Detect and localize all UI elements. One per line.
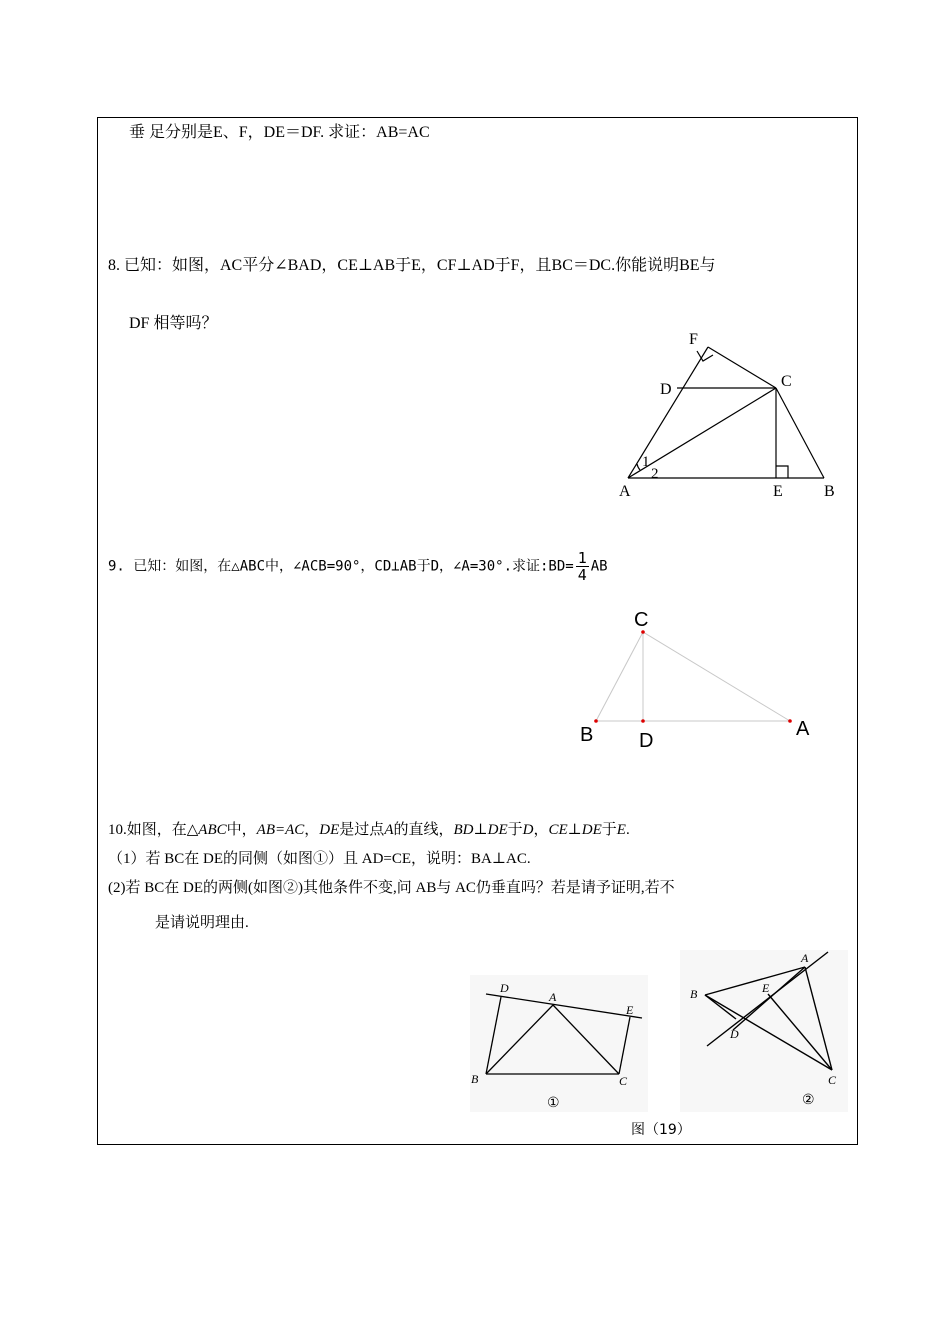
fraction-denominator: 4 (577, 566, 587, 584)
f2-label-B: B (690, 987, 698, 1001)
problem-8-line2: DF 相等吗？ (129, 315, 218, 332)
fraction-numerator: 1 (577, 549, 587, 567)
p9-label-D: D (639, 730, 654, 752)
p8-label-C: C (781, 373, 792, 390)
problem-10-line4: 是请说明理由. (155, 915, 249, 931)
p9-label-A: A (796, 718, 810, 740)
problem-9-prefix: 9. 已知：如图，在△ABC中，∠ACB=90°，CD⊥AB于D，∠A=30°.求证:BD= (108, 558, 574, 575)
p9-label-C: C (634, 609, 649, 631)
p8-label-D: D (660, 381, 672, 398)
f1-label-D: D (500, 981, 509, 995)
p8-label-A: A (619, 483, 631, 500)
f2-label-C: C (828, 1073, 837, 1087)
f2-label-D: D (730, 1027, 739, 1041)
f1-number: ① (547, 1096, 560, 1111)
f1-label-B: B (471, 1072, 479, 1086)
p8-label-angle1: 1 (642, 454, 650, 470)
figure-caption: 图（19） (631, 1122, 691, 1138)
problem-9-suffix: AB (590, 558, 608, 575)
problem-10-line1: 10.如图，在△ABC中，AB=AC，DE是过点A的直线，BD⊥DE于D，CE⊥DE于E. (108, 822, 630, 838)
p8-label-B: B (824, 483, 835, 500)
p8-label-E: E (773, 483, 783, 500)
p8-label-F: F (689, 331, 698, 348)
f1-label-A: A (549, 990, 557, 1004)
p9-label-B: B (580, 724, 594, 746)
problem-8-line1: 8. 已知：如图，AC平分∠BAD，CE⊥AB于E，CF⊥AD于F，且BC＝DC.你能说明BE与 (108, 257, 716, 274)
problem-7-tail: 垂 足分别是E、F，DE＝DF. 求证：AB=AC (129, 124, 430, 141)
f2-label-E: E (762, 981, 770, 995)
f2-label-A: A (801, 951, 809, 965)
f1-label-C: C (619, 1074, 628, 1088)
f2-number: ② (802, 1093, 815, 1108)
f1-label-E: E (626, 1003, 634, 1017)
problem-10-line3: (2)若 BC在 DE的两侧(如图②)其他条件不变,问 AB与 AC仍垂直吗？若是请予证明,若不 (108, 880, 675, 896)
problem-10-line2: （1）若 BC在 DE的同侧（如图①）且 AD=CE，说明：BA⊥AC. (108, 851, 531, 867)
p8-label-angle2: 2 (651, 466, 659, 482)
